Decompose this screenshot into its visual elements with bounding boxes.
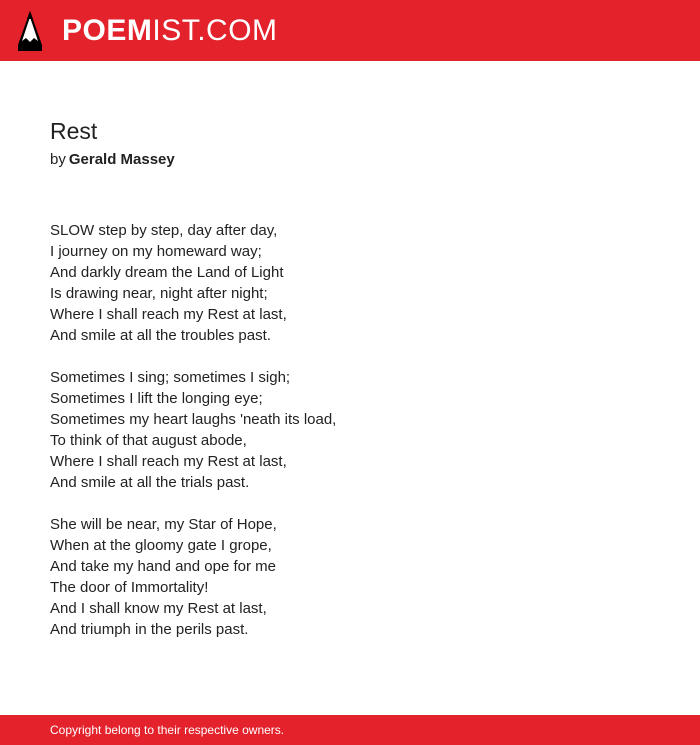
- poem-title: Rest: [50, 118, 98, 144]
- poem-content: [50, 117, 650, 661]
- poem-line: Where I shall reach my Rest at last,: [50, 453, 287, 470]
- site-header: [0, 0, 700, 61]
- poem-line: Sometimes I lift the longing eye;: [50, 390, 263, 407]
- poem-line: Sometimes I sing; sometimes I sigh;: [50, 369, 291, 386]
- poem-line: I journey on my homeward way;: [50, 243, 262, 260]
- poem-line: The door of Immortality!: [50, 579, 209, 596]
- copyright-text: Copyright belong to their respective owners.: [50, 723, 285, 737]
- poem-line: She will be near, my Star of Hope,: [50, 516, 277, 533]
- byline-prefix: by: [50, 151, 66, 168]
- site-footer: [0, 715, 700, 745]
- poem-line: Sometimes my heart laughs 'neath its load,: [50, 411, 337, 428]
- poem-line: And smile at all the trials past.: [50, 474, 250, 491]
- author-name: Gerald Massey: [68, 151, 175, 168]
- poem-line: When at the gloomy gate I grope,: [50, 537, 272, 554]
- pencil-tip-icon[interactable]: [18, 11, 42, 51]
- site-logo[interactable]: [62, 13, 278, 47]
- byline: [50, 147, 650, 173]
- logo-text-bold: POEM: [62, 13, 153, 47]
- poem-line: And smile at all the troubles past.: [50, 327, 271, 344]
- stanza: [50, 367, 650, 493]
- poem-body: [50, 220, 650, 640]
- poem-line: To think of that august abode,: [50, 432, 247, 449]
- logo-text-light: IST.COM: [152, 13, 278, 47]
- poem-line: Where I shall reach my Rest at last,: [50, 306, 287, 323]
- poem-line: And triumph in the perils past.: [50, 621, 249, 638]
- poem-line: Is drawing near, night after night;: [50, 285, 268, 302]
- poem-line: SLOW step by step, day after day,: [50, 222, 278, 239]
- poem-line: And darkly dream the Land of Light: [50, 264, 284, 281]
- stanza: [50, 514, 650, 640]
- poem-line: And take my hand and ope for me: [50, 558, 276, 575]
- poem-line: And I shall know my Rest at last,: [50, 600, 267, 617]
- stanza: [50, 220, 650, 346]
